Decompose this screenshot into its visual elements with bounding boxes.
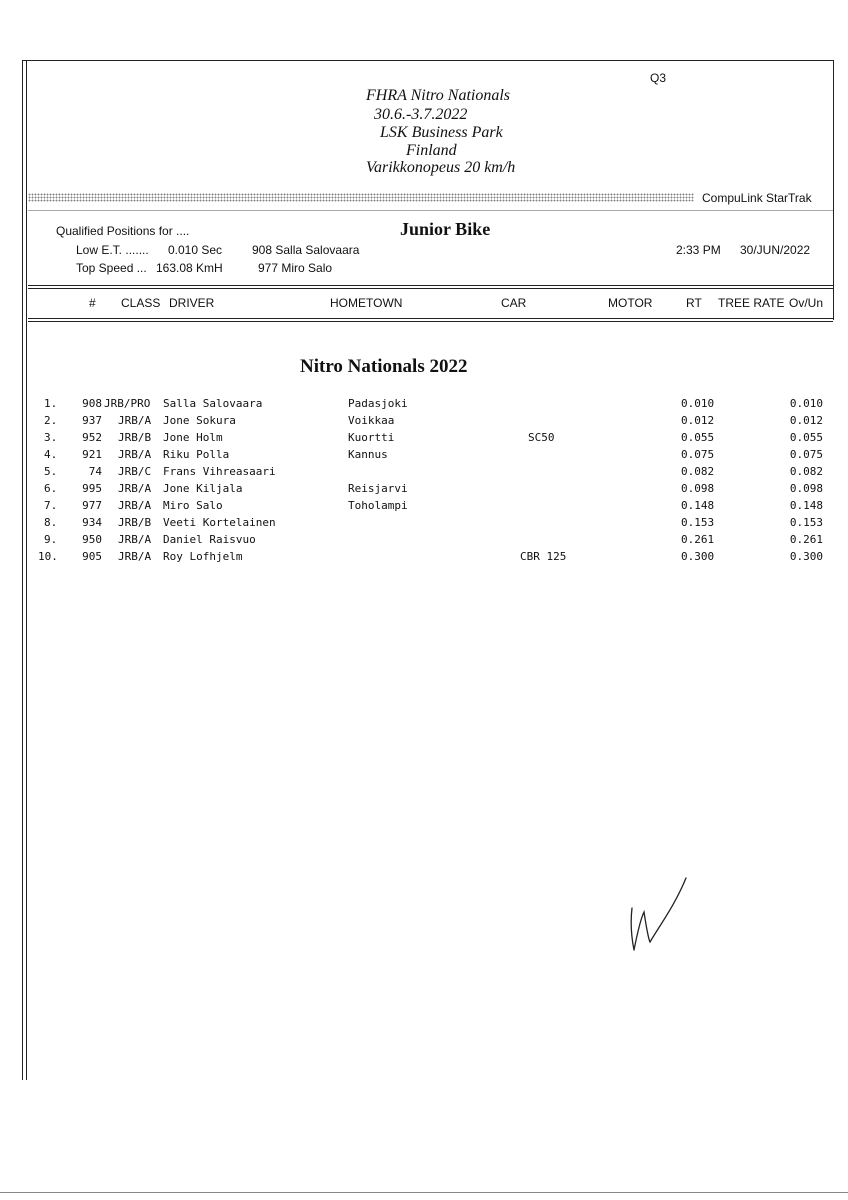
row-ovun: 0.075: [789, 448, 823, 461]
event-venue: LSK Business Park: [380, 124, 503, 141]
row-num: 995: [82, 482, 102, 495]
row-class: JRB/B: [118, 516, 152, 529]
band-line: [28, 210, 833, 211]
row-num: 950: [82, 533, 102, 546]
row-driver: Riku Polla: [163, 448, 230, 461]
report-time: 2:33 PM: [676, 243, 721, 257]
row-pos: 6.: [44, 482, 58, 495]
row-driver: Miro Salo: [163, 499, 223, 512]
row-ovun: 0.098: [789, 482, 823, 495]
left-border-inner: [26, 60, 27, 1080]
row-class: JRB/A: [118, 448, 152, 461]
row-hometown: Voikkaa: [348, 414, 395, 427]
header-rule-bottom-2: [28, 321, 833, 322]
row-driver: Jone Sokura: [163, 414, 236, 427]
dotted-band: [28, 193, 694, 202]
row-num: 905: [82, 550, 102, 563]
row-rt: 0.098: [681, 482, 715, 495]
right-border: [833, 60, 834, 320]
col-driver: DRIVER: [169, 296, 215, 310]
row-driver: Roy Lofhjelm: [163, 550, 243, 563]
row-driver: Jone Holm: [163, 431, 223, 444]
row-ovun: 0.012: [789, 414, 823, 427]
row-driver: Salla Salovaara: [163, 397, 263, 410]
top-speed-driver: 977 Miro Salo: [258, 261, 333, 275]
row-pos: 7.: [44, 499, 58, 512]
row-ovun: 0.153: [789, 516, 823, 529]
event-dates: 30.6.-3.7.2022: [374, 106, 468, 123]
row-driver: Veeti Kortelainen: [163, 516, 276, 529]
row-ovun: 0.082: [789, 465, 823, 478]
row-hometown: Kuortti: [348, 431, 395, 444]
col-hometown: HOMETOWN: [330, 296, 403, 310]
row-rt: 0.012: [681, 414, 715, 427]
row-pos: 8.: [44, 516, 58, 529]
row-num: 74: [88, 465, 102, 478]
row-pos: 1.: [44, 397, 58, 410]
row-num: 937: [82, 414, 102, 427]
row-num: 921: [82, 448, 102, 461]
row-ovun: 0.148: [789, 499, 823, 512]
round-label: Q3: [650, 71, 667, 85]
row-num: 977: [82, 499, 102, 512]
top-speed-label: Top Speed ...: [76, 261, 147, 275]
col-tree-rate: TREE RATE: [718, 296, 785, 310]
row-pos: 5.: [44, 465, 58, 478]
row-num: 934: [82, 516, 102, 529]
col-class: CLASS: [121, 296, 161, 310]
row-class: JRB/C: [118, 465, 152, 478]
row-hometown: Toholampi: [348, 499, 408, 512]
event-name: FHRA Nitro Nationals: [366, 87, 511, 104]
row-rt: 0.153: [681, 516, 715, 529]
header-rule-top-2: [28, 288, 833, 289]
row-num: 908: [82, 397, 102, 410]
row-rt: 0.055: [681, 431, 715, 444]
col-rt: RT: [686, 296, 702, 310]
row-class: JRB/A: [118, 482, 152, 495]
row-class: JRB/A: [118, 550, 152, 563]
col-ovun: Ov/Un: [789, 296, 824, 310]
row-num: 952: [82, 431, 102, 444]
event-country: Finland: [406, 142, 457, 159]
qualified-label: Qualified Positions for ....: [56, 224, 190, 238]
col-motor: MOTOR: [608, 296, 653, 310]
row-driver: Daniel Raisvuo: [163, 533, 256, 546]
row-rt: 0.148: [681, 499, 715, 512]
row-ovun: 0.261: [789, 533, 823, 546]
row-pos: 9.: [44, 533, 58, 546]
row-car: SC50: [528, 431, 555, 444]
row-pos: 2.: [44, 414, 58, 427]
top-speed-value: 163.08 KmH: [156, 261, 223, 275]
row-ovun: 0.055: [789, 431, 823, 444]
row-rt: 0.010: [681, 397, 715, 410]
row-hometown: Reisjarvi: [348, 482, 408, 495]
row-class: JRB/B: [118, 431, 152, 444]
low-et-label: Low E.T. .......: [76, 243, 149, 257]
low-et-value: 0.010 Sec: [168, 243, 223, 257]
bottom-rule: [0, 1192, 848, 1193]
col-car: CAR: [501, 296, 527, 310]
row-hometown: Kannus: [348, 448, 388, 461]
report-date: 30/JUN/2022: [740, 243, 811, 257]
section-title: Nitro Nationals 2022: [300, 356, 468, 377]
row-car: CBR 125: [520, 550, 567, 563]
row-rt: 0.082: [681, 465, 715, 478]
row-pos: 4.: [44, 448, 58, 461]
class-title: Junior Bike: [400, 219, 491, 239]
header-rule-bottom: [28, 318, 833, 319]
row-rt: 0.261: [681, 533, 715, 546]
row-driver: Frans Vihreasaari: [163, 465, 276, 478]
row-class: JRB/A: [118, 533, 152, 546]
signature: [620, 870, 700, 960]
row-ovun: 0.010: [789, 397, 823, 410]
top-border: [22, 60, 834, 61]
row-class: JRB/A: [118, 414, 152, 427]
row-ovun: 0.300: [789, 550, 823, 563]
row-rt: 0.075: [681, 448, 715, 461]
low-et-driver: 908 Salla Salovaara: [252, 243, 360, 257]
row-driver: Jone Kiljala: [163, 482, 243, 495]
row-pos: 10.: [38, 550, 58, 563]
left-border: [22, 60, 23, 1080]
row-class: JRB/A: [118, 499, 152, 512]
row-pos: 3.: [44, 431, 58, 444]
event-speed-limit: Varikkonopeus 20 km/h: [366, 159, 516, 176]
row-hometown: Padasjoki: [348, 397, 408, 410]
col-pos: #: [89, 296, 96, 310]
header-rule-top: [28, 285, 833, 286]
row-rt: 0.300: [681, 550, 715, 563]
timing-system: CompuLink StarTrak: [702, 191, 812, 205]
row-class: JRB/PRO: [104, 397, 151, 410]
